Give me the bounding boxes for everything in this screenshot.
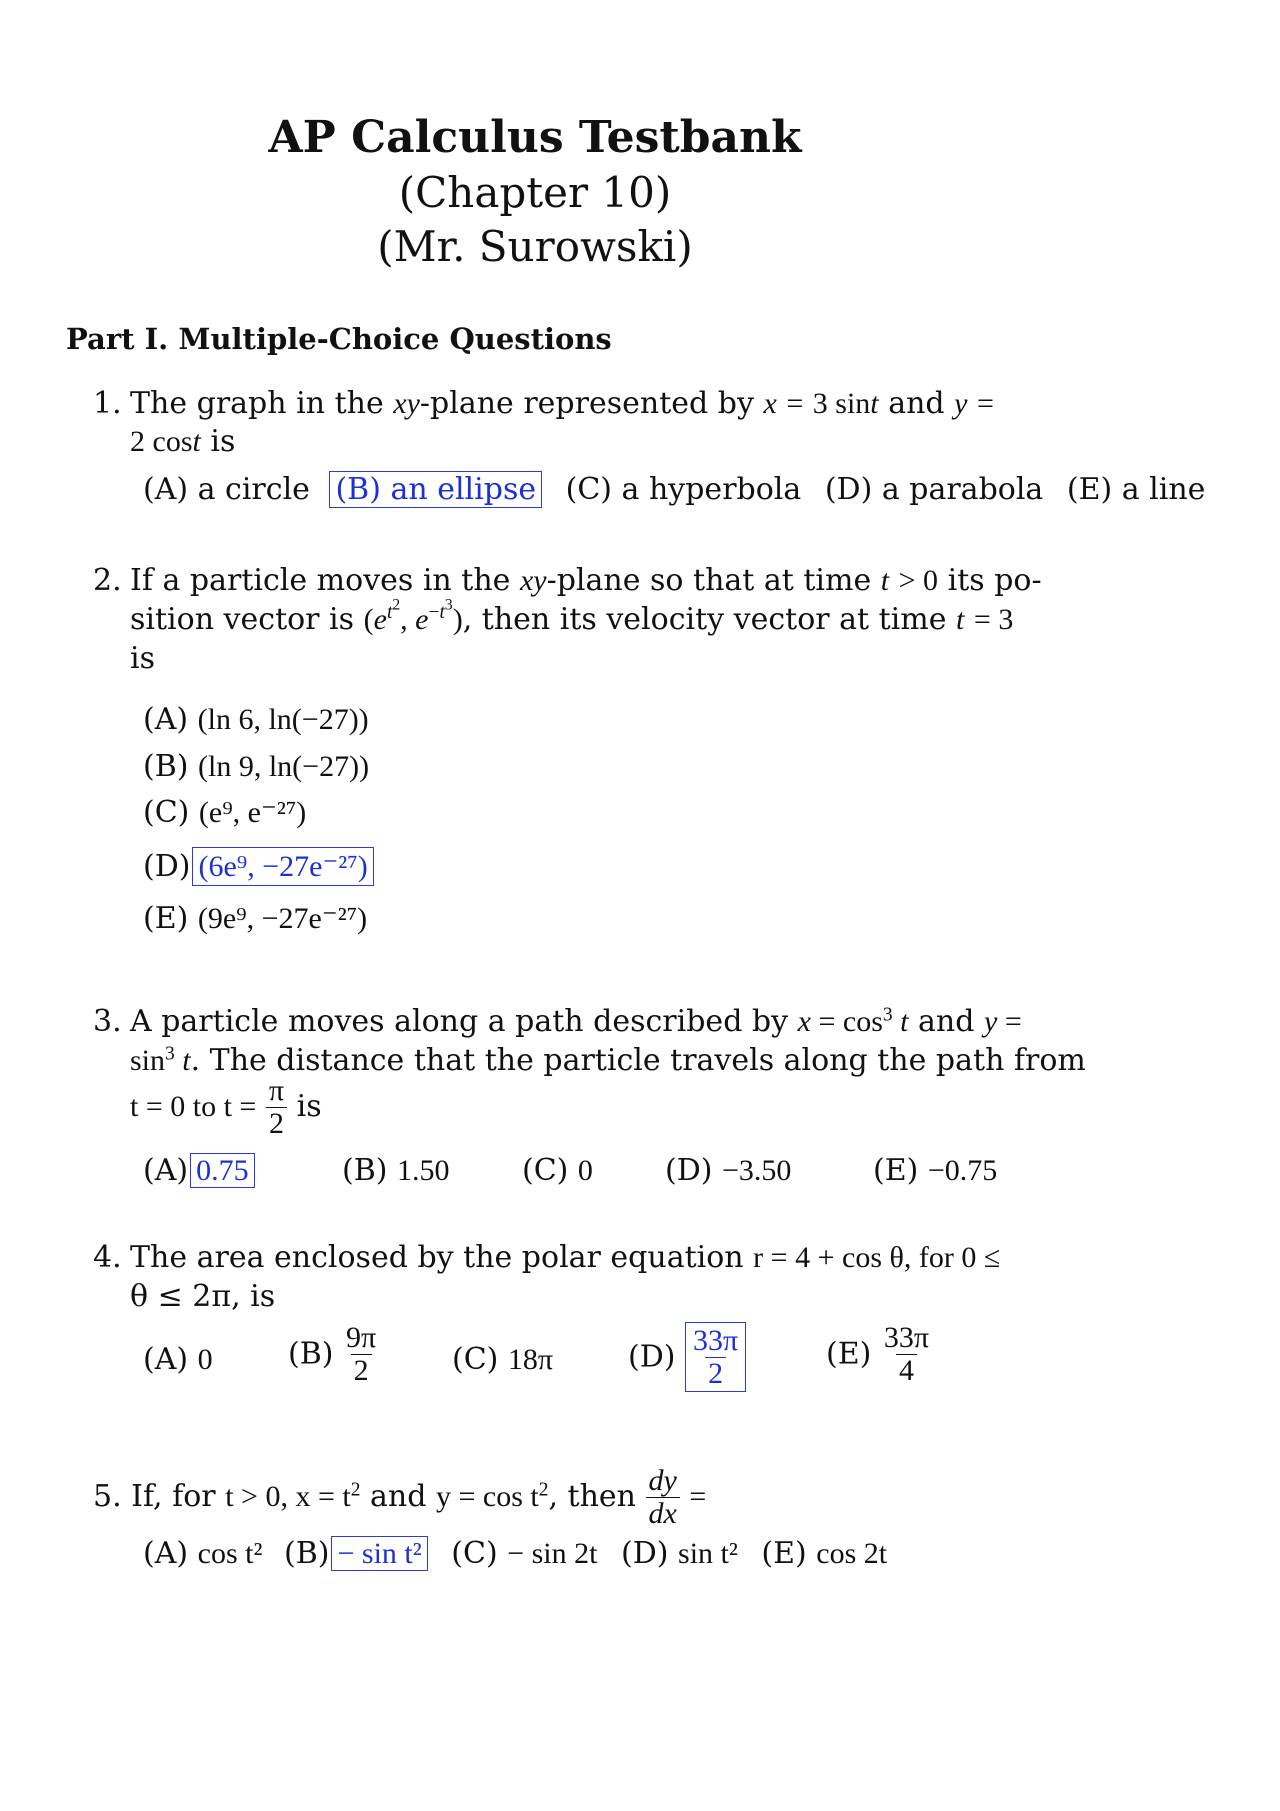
q4-choice-d-answer[interactable]: (D) $\frac{33\pi}{2}$ <box>628 1322 746 1392</box>
q2-choice-e[interactable]: (E) (9e⁹, −27e⁻²⁷) <box>143 901 368 936</box>
q3-choice-b[interactable]: (B) 1.50 <box>342 1153 450 1188</box>
q5-stem: 5. If, for t > 0, $x = t^2$ and $y = \cos t^2$, then $\frac{dy}{dx}$ = <box>93 1464 707 1530</box>
q1-choice-c[interactable]: (C) a hyperbola <box>565 472 802 507</box>
q1-choice-a[interactable]: (A) a circle <box>143 472 310 507</box>
q2-choice-b[interactable]: (B) (ln 9, ln(−27)) <box>143 749 370 784</box>
q5-choices <box>143 1534 887 1574</box>
q5-choice-b-answer[interactable]: (B) − sin t² <box>284 1536 428 1571</box>
q3-fraction-pi-over-2: $\frac{\pi}{2}$ <box>266 1075 287 1139</box>
q3-choice-a-answer[interactable]: (A) 0.75 <box>143 1151 255 1191</box>
q2-stem-line1: If a particle moves in the xy-plane so that at time t > 0 its po- <box>130 563 1042 598</box>
author-subtitle: (Mr. Surowski) <box>377 222 693 271</box>
q2-stem-line3: is <box>130 641 155 676</box>
q4-stem-line2: θ ≤ 2π, is <box>130 1279 276 1314</box>
q2-choice-c[interactable]: (C) (e⁹, e⁻²⁷) <box>143 795 307 830</box>
q4-choice-a[interactable]: (A) 0 <box>143 1342 213 1377</box>
q3-choice-c[interactable]: (C) 0 <box>522 1153 593 1188</box>
q3-y-equals: y = <box>984 1005 1022 1038</box>
q3-stem-line1: A particle moves along a path described by $x = \cos^3 t$ and y = <box>130 1004 1022 1039</box>
q2-position-vector: ($e^{t^2}$, $e^{-t^3}$) <box>363 596 463 636</box>
part-heading: Part I. Multiple-Choice Questions <box>66 322 612 356</box>
q3-y-equation: $\sin^3 t$ <box>130 1043 191 1077</box>
document-title: AP Calculus Testbank <box>268 112 802 163</box>
q2-choice-a[interactable]: (A) (ln 6, ln(−27)) <box>143 702 369 737</box>
q4-choice-e[interactable]: (E) $\frac{33\pi}{4}$ <box>826 1321 930 1387</box>
q1-stem-line2: 2 cost is <box>130 424 236 459</box>
q5-choice-e[interactable]: (E) cos 2t <box>761 1536 888 1571</box>
q1-choice-e[interactable]: (E) a line <box>1066 472 1206 507</box>
q2-stem-line2: sition vector is ($e^{t^2}$, $e^{-t^3}$), then its velocity vector at time t = 3 <box>130 596 1014 637</box>
q5-number: 5. <box>93 1479 122 1514</box>
q2-choice-d-answer[interactable]: (D) (6e⁹, −27e⁻²⁷) <box>143 847 374 887</box>
q3-number: 3. <box>93 1004 122 1039</box>
q1-choice-d[interactable]: (D) a parabola <box>824 472 1044 507</box>
q4-choice-c[interactable]: (C) 18π <box>452 1342 554 1377</box>
chapter-subtitle: (Chapter 10) <box>398 168 672 217</box>
q3-x-equation: $x = \cos^3 t$ <box>797 1004 909 1038</box>
q3-choice-d[interactable]: (D) −3.50 <box>665 1153 792 1188</box>
q5-choice-d[interactable]: (D) sin t² <box>621 1536 738 1571</box>
q5-choice-c[interactable]: (C) − sin 2t <box>451 1536 598 1571</box>
q3-stem-line3: t = 0 to t = $\frac{\pi}{2}$ is <box>130 1074 322 1140</box>
q1-number: 1. <box>93 386 122 421</box>
q5-choice-a[interactable]: (A) cos t² <box>143 1536 263 1571</box>
q4-stem-line1: The area enclosed by the polar equation r = 4 + cos θ, for 0 ≤ <box>130 1240 1001 1275</box>
q2-number: 2. <box>93 563 122 598</box>
q1-choice-b-answer[interactable]: (B) an ellipse <box>329 471 542 508</box>
q3-choice-e[interactable]: (E) −0.75 <box>873 1153 998 1188</box>
q4-number: 4. <box>93 1240 122 1275</box>
q1-stem-line1: The graph in the xy-plane represented by x = 3 sint and y = <box>130 386 994 421</box>
q3-stem-line2: $\sin^3 t$. The distance that the particle travels along the path from <box>130 1043 1086 1078</box>
q5-derivative-fraction: $\frac{dy}{dx}$ <box>646 1465 680 1529</box>
q1-choices <box>143 470 1205 510</box>
q4-choice-b[interactable]: (B) $\frac{9\pi}{2}$ <box>288 1321 377 1387</box>
